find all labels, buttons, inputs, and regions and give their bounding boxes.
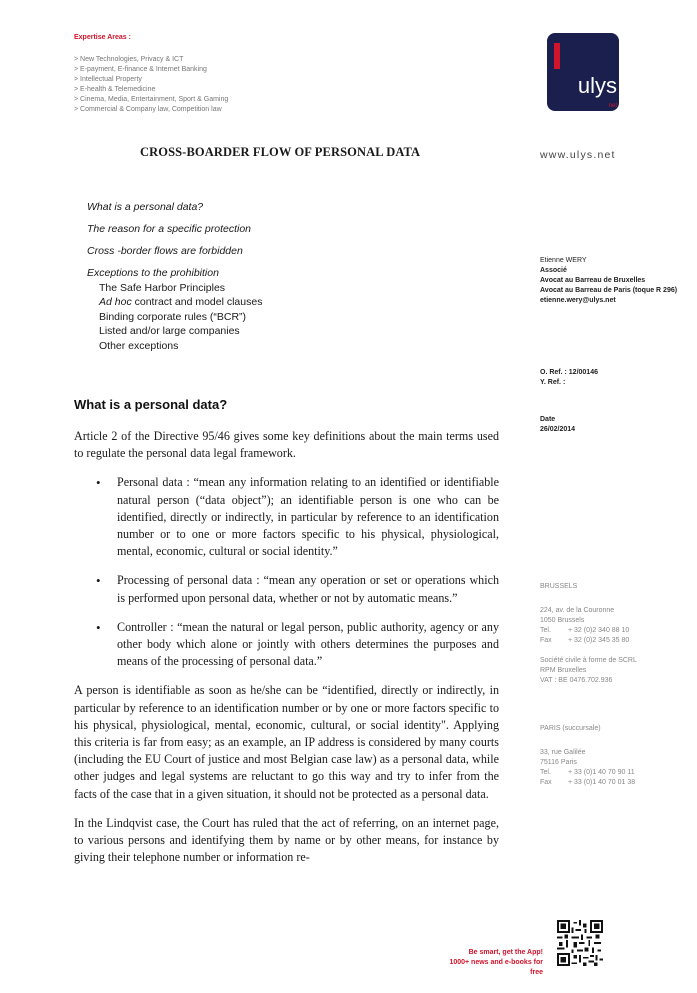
toc-item: What is a personal data? [87, 201, 204, 213]
office-tel [540, 626, 637, 636]
sender-role: Associé [540, 267, 567, 274]
definition-item: • Controller : “mean the natural or legal person, public authority, agency or any other body which alone or jointly with others determines the purposes and means of the processing of personal data.” [74, 619, 499, 671]
toc-item: The reason for a specific protection [87, 223, 252, 235]
qr-code[interactable] [557, 920, 603, 966]
sender-name: Etienne WERY [540, 257, 587, 264]
sender-block [540, 256, 677, 306]
tel-label: Tel. [540, 769, 551, 776]
toc-subitem-italic: Ad hoc [99, 296, 132, 308]
office-address: 75116 Paris [540, 759, 577, 766]
section-heading: What is a personal data? [74, 397, 228, 412]
body-text [74, 428, 499, 878]
fax-label: Fax [540, 637, 552, 644]
references [540, 368, 598, 388]
toc-subitem: Binding corporate rules (“BCR”) [99, 310, 247, 323]
sender-bar-brussels: Avocat au Barreau de Bruxelles [540, 277, 646, 284]
office-fax [540, 778, 635, 788]
office-company: RPM Bruxelles [540, 667, 587, 674]
office-brussels [540, 582, 637, 686]
toc-subitem: The Safe Harbor Principles [99, 281, 226, 294]
logo-text: ulys [577, 73, 617, 98]
your-reference: Y. Ref. : [540, 379, 566, 386]
sender-bar-paris: Avocat au Barreau de Paris (toque R 296) [540, 287, 678, 294]
toc-subitem-rest: contract and model clauses [131, 296, 263, 308]
fax-value: + 33 (0)1 40 70 01 38 [568, 779, 636, 786]
office-company: Société civile à forme de SCRL [540, 657, 637, 664]
expertise-item: > Commercial & Company law, Competition law [74, 106, 222, 113]
expertise-title: Expertise Areas : [74, 34, 131, 41]
date-block [540, 415, 575, 435]
logo-subtext: net [608, 103, 617, 109]
sender-email[interactable]: etienne.wery@ulys.net [540, 297, 616, 304]
definition-item: • Processing of personal data : “mean any operation or set or operations which is performed upon personal data, whether or not by automatic means.” [74, 572, 499, 606]
expertise-item: > Intellectual Property [74, 76, 142, 83]
office-address: 33, rue Galilée [540, 749, 586, 756]
paragraph: In the Lindqvist case, the Court has ruled that the act of referring, on an internet page, to various persons and identifying them by name or by other means, for instance by giving their telephone number or information re- [74, 815, 499, 865]
definition-item: • Personal data : “mean any information relating to an identified or identifiable natural person (“data object”); an identifiable person is one who can be identified, directly or indirectly, in particular by reference to an identification number or to one or more factors specific to his physical, physiological, mental, economic, cultural or social identity.” [74, 474, 499, 560]
toc-subitem [87, 295, 262, 310]
expertise-item: > E-payment, E-finance & Internet Banking [74, 66, 207, 73]
office-paris [540, 724, 635, 788]
fax-value: + 32 (0)2 345 35 80 [568, 637, 630, 644]
paragraph: A person is identifiable as soon as he/she can be “identified, directly or indirectly, in particular by reference to an identification number or by one or more factors specific to his physical, physiological, mental, economic, cultural, or social identity". Applying this criteria is far from easy; as an example, an IP address is considered by many courts (including the EU Court of justice and most Belgian case law) as a personal data, while other judges and legal systems are reluctant to go this way and try to infer from the facts of the case that in a given situation, it should not be protected as a personal data. [74, 683, 499, 801]
app-promo-line: 1000+ news and e-books for free [449, 959, 543, 976]
office-title: PARIS (succursale) [540, 725, 601, 732]
toc-item: Cross -border flows are forbidden [87, 245, 243, 257]
office-tel [540, 768, 635, 778]
expertise-item: > Cinema, Media, Entertainment, Sport & Gaming [74, 96, 229, 103]
ulys-logo [547, 33, 619, 111]
tel-value: + 33 (0)1 40 70 90 11 [568, 769, 635, 776]
office-address: 224, av. de la Couronne [540, 607, 615, 614]
expertise-list [74, 55, 228, 115]
tel-label: Tel. [540, 627, 551, 634]
our-reference: O. Ref. : 12/00146 [540, 369, 598, 376]
expertise-item: > E-health & Telemedicine [74, 86, 156, 93]
office-title: BRUSSELS [540, 583, 578, 590]
toc-subitem: Other exceptions [99, 339, 179, 352]
app-promo-line: Be smart, get the App! [468, 949, 543, 956]
office-fax [540, 636, 637, 646]
document-title: CROSS-BOARDER FLOW OF PERSONAL DATA [140, 145, 421, 159]
tel-value: + 32 (0)2 340 88 10 [568, 627, 630, 634]
toc-item: Exceptions to the prohibition [87, 267, 219, 279]
website-link[interactable]: www.ulys.net [540, 149, 616, 161]
office-company: VAT : BE 0476.702.936 [540, 677, 613, 684]
toc-subitem: Listed and/or large companies [99, 325, 240, 337]
fax-label: Fax [540, 779, 552, 786]
intro-paragraph: Article 2 of the Directive 95/46 gives some key definitions about the main terms used to regulate the personal data legal framework. [74, 429, 499, 461]
expertise-item: > New Technologies, Privacy & ICT [74, 56, 184, 63]
app-promo [440, 948, 543, 978]
table-of-contents [87, 200, 262, 353]
definition-list [74, 474, 499, 670]
date-label: Date [540, 416, 556, 423]
office-address: 1050 Brussels [540, 617, 585, 624]
date-value: 26/02/2014 [540, 426, 576, 433]
